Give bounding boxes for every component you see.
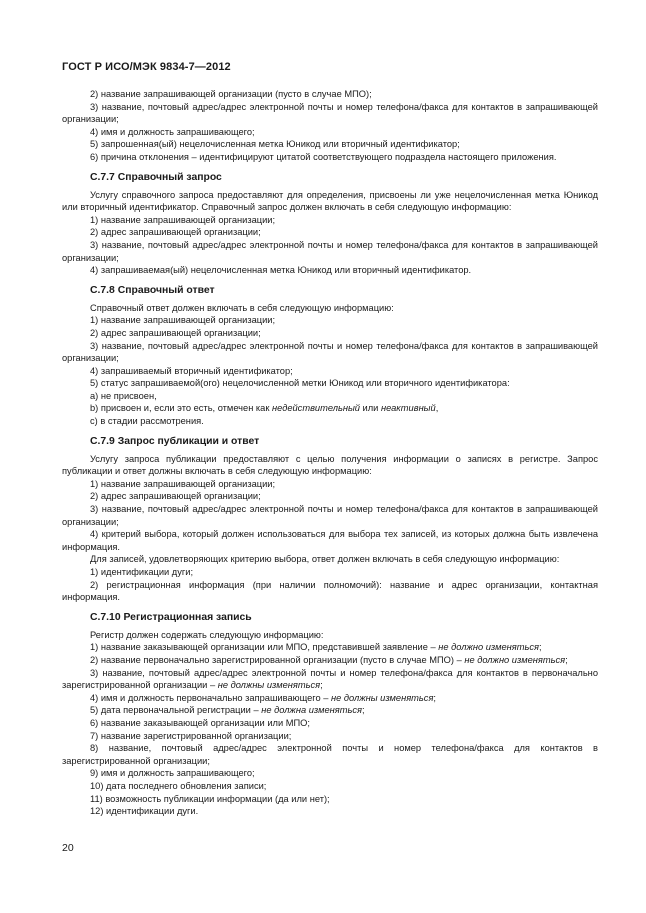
text-fragment: или: [359, 403, 381, 414]
text-fragment: ;: [538, 642, 542, 653]
text-fragment: ;: [361, 705, 365, 716]
italic-term: не должны изменяться: [217, 680, 321, 691]
list-item: 5) запрошенная(ый) нецелочисленная метка Юникод или вторичный идентификатор;: [90, 139, 460, 150]
page-body: [62, 88, 598, 818]
text-fragment: 2) название первоначально зарегистрированной организации (пусто в случае МПО) –: [90, 654, 465, 665]
text-fragment: ;: [433, 692, 437, 703]
section-heading-c79: С.7.9 Запрос публикации и ответ: [90, 435, 260, 447]
text-fragment: 4) имя и должность первоначально запрашивающего –: [90, 692, 331, 703]
list-item: 3) название, почтовый адрес/адрес электронной почты и номер телефона/факса для контактов в запрашивающей организации;: [62, 239, 598, 263]
list-item: [62, 692, 598, 705]
text-fragment: 1) название заказывающей организации или МПО, представившей заявление –: [90, 642, 439, 653]
list-item: 2) регистрационная информация (при наличии полномочий): название и адрес организации, контактная информация.: [62, 579, 598, 603]
list-item: 6) причина отклонения – идентифицируют цитатой соответствующего подраздела настоящего приложения.: [90, 151, 557, 162]
paragraph: Регистр должен содержать следующую информацию:: [90, 629, 324, 640]
list-item: 9) имя и должность запрашивающего;: [90, 768, 255, 779]
list-item: 1) идентификации дуги;: [90, 567, 194, 577]
list-item: 10) дата последнего обновления записи;: [90, 780, 267, 791]
list-item: 3) название, почтовый адрес/адрес электронной почты и номер телефона/факса для контактов в запрашивающей организации;: [62, 504, 598, 527]
section-heading-c710: С.7.10 Регистрационная запись: [90, 611, 252, 623]
list-item: 1) название запрашивающей организации;: [90, 315, 276, 326]
list-item: 7) название зарегистрированной организации;: [90, 730, 292, 741]
document-header: ГОСТ Р ИСО/МЭК 9834-7—2012: [62, 61, 231, 73]
list-item: 11) возможность публикации информации (да или нет);: [90, 793, 330, 804]
list-item: 4) имя и должность запрашивающего;: [90, 126, 255, 137]
list-item: 4) запрашиваемая(ый) нецелочисленная метка Юникод или вторичный идентификатор.: [90, 265, 472, 276]
paragraph: Услугу запроса публикации предоставляют с целью получения информации о записях в регистре. Запрос публикации и ответ должны включать в себя следующую информацию:: [62, 453, 598, 477]
list-item: 2) адрес запрашивающей организации;: [90, 227, 261, 238]
list-item: 12) идентификации дуги.: [90, 806, 199, 817]
italic-term: не должно изменяться: [464, 654, 566, 665]
list-item: [62, 641, 598, 654]
text-fragment: ;: [565, 654, 568, 665]
italic-term: неактивный: [380, 403, 436, 414]
list-item: 3) название, почтовый адрес/адрес электронной почты и номер телефона/факса для контактов в запрашивающей организации;: [62, 101, 598, 125]
list-item: [62, 704, 598, 717]
section-heading-c77: С.7.7 Справочный запрос: [90, 171, 222, 183]
list-item-b: [62, 402, 598, 415]
text-fragment: b) присвоен и, если это есть, отмечен как: [90, 403, 273, 414]
list-item: c) в стадии рассмотрения.: [90, 416, 204, 427]
text-fragment: ;: [320, 680, 323, 691]
list-item: 6) название заказывающей организации или МПО;: [90, 717, 310, 728]
page-number: 20: [62, 842, 74, 854]
italic-term: не должна изменяться: [261, 705, 362, 716]
list-item: [62, 654, 598, 667]
list-item: 1) название запрашивающей организации;: [90, 478, 276, 489]
paragraph: Услугу справочного запроса предоставляют для определения, присвоены ли уже нецелочисленная метка Юникод или вторичный идентификатор. Справочный запрос должен включать в себя следующую информацию:: [62, 189, 598, 213]
text-fragment: 3) название, почтовый адрес/адрес электронной почты и номер телефона/факса для контактов в первоначально зарегистрированной организации –: [62, 667, 598, 691]
list-item: 8) название, почтовый адрес/адрес электронной почты и номер телефона/факса для контактов в зарегистрированной организации;: [62, 743, 598, 766]
list-item: [62, 667, 598, 692]
text-fragment: 5) дата первоначальной регистрации –: [90, 705, 262, 716]
list-item: 2) название запрашивающей организации (пусто в случае МПО);: [90, 89, 372, 99]
list-item: 2) адрес запрашивающей организации;: [90, 491, 261, 502]
list-item: 1) название запрашивающей организации;: [90, 214, 276, 225]
italic-term: недействительный: [272, 403, 360, 414]
italic-term: не должно изменяться: [438, 642, 539, 653]
text-fragment: ,: [435, 403, 439, 414]
list-item: a) не присвоен,: [90, 390, 157, 401]
list-item: 3) название, почтовый адрес/адрес электронной почты и номер телефона/факса для контактов в запрашивающей организации;: [62, 340, 598, 364]
list-item: 4) запрашиваемый вторичный идентификатор;: [90, 365, 293, 376]
list-item: 5) статус запрашиваемой(ого) нецелочисленной метки Юникод или вторичного идентификатора:: [90, 378, 510, 389]
list-item: 4) критерий выбора, который должен использоваться для выбора тех записей, из которых должна быть извлечена информация.: [62, 529, 598, 552]
paragraph: Для записей, удовлетворяющих критерию выбора, ответ должен включать в себя следующую информацию:: [90, 554, 560, 565]
italic-term: не должны изменяться: [331, 692, 434, 703]
list-item: 2) адрес запрашивающей организации;: [90, 327, 261, 338]
section-heading-c78: С.7.8 Справочный ответ: [90, 284, 215, 296]
paragraph: Справочный ответ должен включать в себя следующую информацию:: [90, 302, 394, 313]
